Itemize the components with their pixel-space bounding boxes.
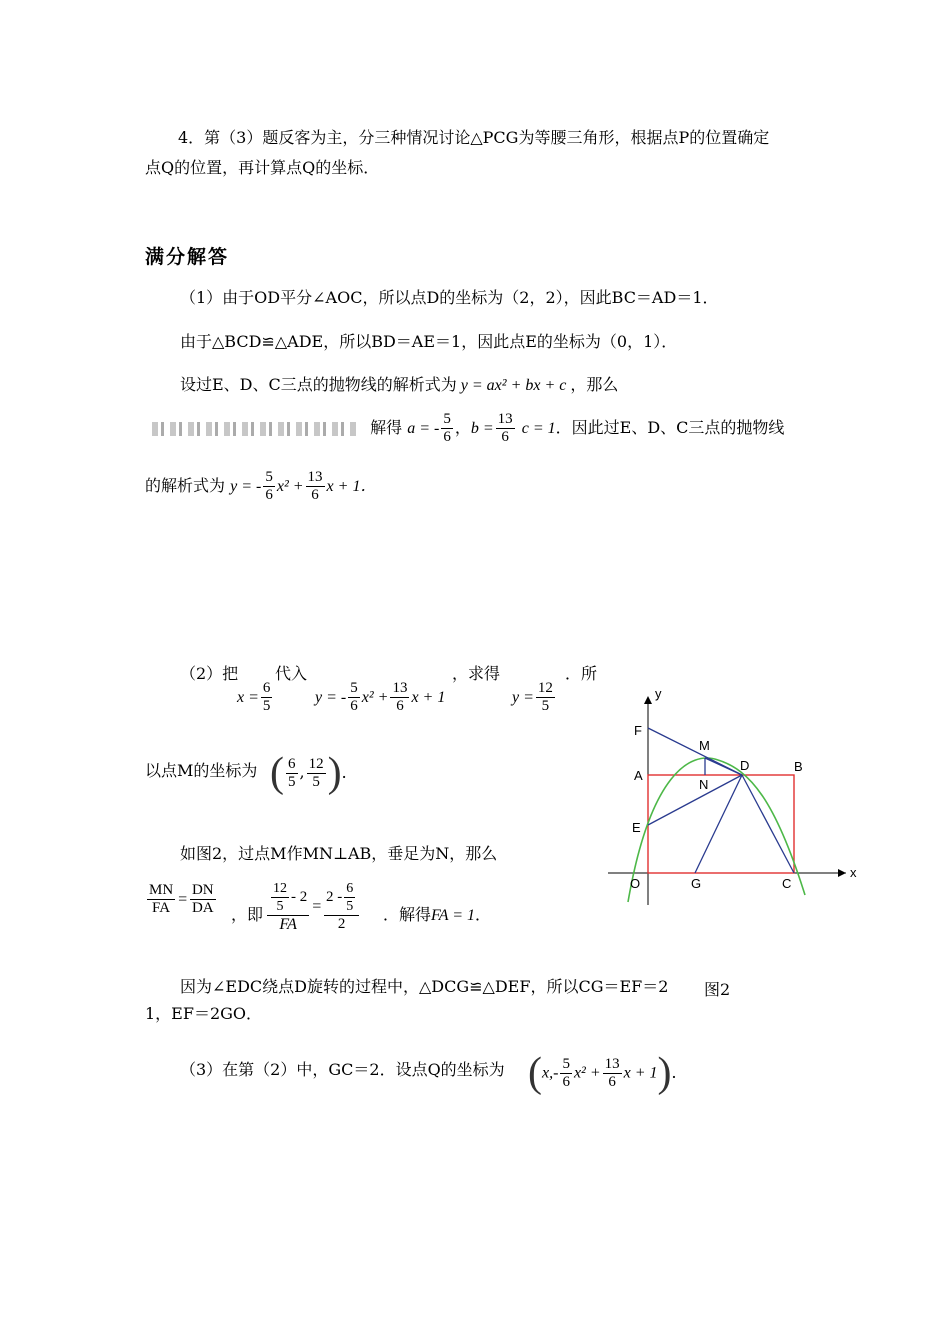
figure-caption: 图2 (704, 980, 731, 999)
figure-2-diagram (600, 680, 870, 920)
part1-line1: （1）由于OD平分∠AOC，所以点D的坐标为（2，2），因此BC＝AD＝1． (180, 288, 719, 307)
label-g: G (691, 876, 702, 891)
label-b: B (794, 759, 803, 774)
y-axis-arrow-icon (644, 696, 652, 704)
part1-line4: 解得 a = - $\frac{5}{6}$ ，b = $\frac{13}{6}$ c = 1．因此过E、D、C三点的抛物线 (152, 410, 784, 447)
rotate-line1: 因为∠EDC绕点D旋转的过程中，△DCG≌△DEF，所以CG＝EF＝2 (180, 977, 669, 996)
point-q-coords: (x,- $\frac{5}{6}$ x² + $\frac{13}{6}$ x + 1)． (528, 1050, 688, 1096)
label-x: x (850, 865, 857, 880)
label-n: N (699, 777, 709, 792)
label-m: M (699, 738, 710, 753)
label-c: C (782, 876, 792, 891)
line-md (705, 758, 742, 775)
substituted-ratio: $\frac{12}{5}$ - 2 FA = 2 - $\frac{6}{5}$ 2 (265, 880, 361, 933)
point-m-coords: ( $\frac{6}{5}$ , $\frac{12}{5}$ )． (270, 750, 358, 796)
label-d: D (740, 758, 750, 773)
part2-lead: （2）把 (180, 664, 239, 683)
ratio-equation: $\frac{MN}{FA}$ = $\frac{DN}{DA}$ (149, 882, 214, 916)
label-e: E (632, 820, 641, 835)
part1-line5: 的解析式为 y = - $\frac{5}{6}$ x² + $\frac{13}{6}$ x + 1． (145, 469, 377, 503)
equation-system-image (152, 422, 357, 436)
y-result-formula: y = $\frac{12}{5}$ (512, 680, 553, 714)
mn-perpendicular-line: 如图2，过点M作MN⊥AB，垂足为N，那么 (180, 844, 498, 863)
rotate-line2: 1，EF＝2GO． (145, 1004, 263, 1023)
solve-fa: ．解得FA = 1． (383, 905, 492, 924)
part2-obtain: ，求得 (452, 664, 501, 683)
hint4-line2: 点Q的位置，再计算点Q的坐标． (145, 158, 380, 177)
hint4-line1: 4．第（3）题反客为主，分三种情况讨论△PCG为等腰三角形，根据点P的位置确定 (178, 128, 770, 147)
label-y: y (655, 686, 662, 701)
parabola-curve (628, 758, 805, 902)
part3-lead: （3）在第（2）中，GC＝2．设点Q的坐标为 (180, 1060, 505, 1079)
square-oabc (648, 775, 794, 873)
part1-line3: 设过E、D、C三点的抛物线的解析式为 y = ax² + bx + c ，那么 (180, 375, 619, 394)
line-cd (742, 775, 794, 873)
part2-substitute: 代入 (275, 664, 308, 683)
label-a: A (634, 768, 643, 783)
part2-so: ．所 (565, 664, 598, 683)
section-heading: 满分解答 (145, 246, 230, 268)
ji-text: ，即 (231, 905, 264, 924)
x-value-formula: x = $\frac{6}{5}$ (237, 680, 271, 714)
general-parabola-formula: y = ax² + bx + c (460, 377, 567, 394)
point-m-line: 以点M的坐标为 (145, 761, 258, 780)
label-f: F (634, 723, 642, 738)
part1-line2: 由于△BCD≌△ADE，所以BD＝AE＝1，因此点E的坐标为（0，1）． (180, 332, 678, 351)
parabola-formula: y = - $\frac{5}{6}$ x² + $\frac{13}{6}$ x + 1 (315, 680, 446, 714)
label-o: O (630, 876, 641, 891)
x-axis-arrow-icon (838, 869, 846, 877)
line-ed (648, 775, 742, 825)
